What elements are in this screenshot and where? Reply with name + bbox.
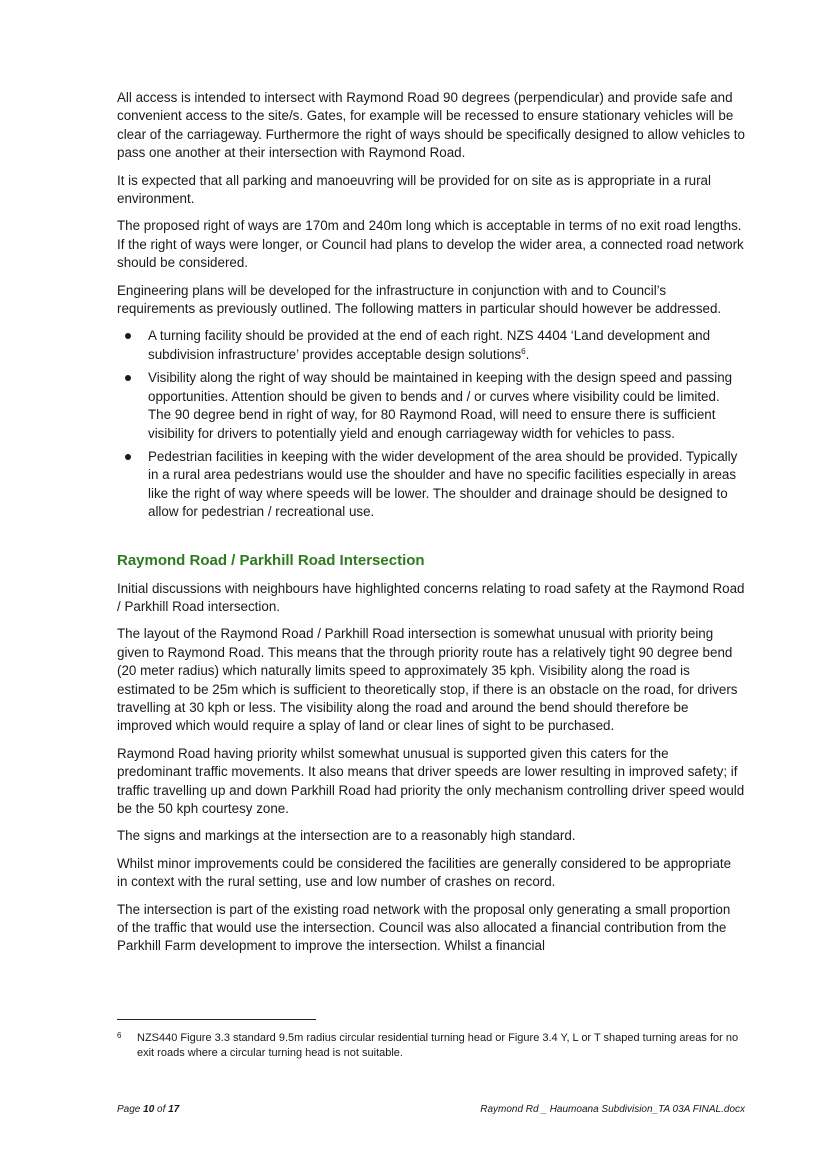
page-label: Page: [117, 1104, 144, 1115]
paragraph-access: All access is intended to intersect with Raymond Road 90 degrees (perpendicular) and provide safe and convenient access to the site/s. Gates, for example will be recessed to ensure stationary vehicles will be clear of the carriageway. Furthermore the right of ways should be specifically designed to allow vehicles to pass one another at their intersection with Raymond Road.: [117, 90, 745, 161]
footnote-reference[interactable]: 6: [521, 346, 526, 356]
paragraph-row-length: The proposed right of ways are 170m and 240m long which is acceptable in terms of no exit road lengths. If the right of ways were longer, or Council had plans to develop the wider area, a connected road network should be considered.: [117, 218, 744, 271]
paragraph-discussions: Initial discussions with neighbours have highlighted concerns relating to road safety at the Raymond Road / Parkhill Road intersection.: [117, 580, 745, 614]
page-footer: [117, 1104, 745, 1115]
paragraph-priority: Raymond Road having priority whilst somewhat unusual is supported given this caters for the predominant traffic movements. It also means that driver speeds are lower resulting in improved safety; if traffic travelling up and down Parkhill Road had priority the only mechanism controlling driver speed would be the 50 kph courtesy zone.: [117, 745, 745, 816]
document-body: [117, 89, 745, 965]
paragraph-engineering: Engineering plans will be developed for the infrastructure in conjunction with and to Council’s requirements as previously outlined. The following matters in particular should however be addressed.: [117, 282, 722, 317]
document-filename: Raymond Rd _ Haumoana Subdivision_TA 03A FINAL.docx: [480, 1104, 745, 1115]
list-item-pedestrian: [117, 448, 745, 522]
paragraph-signs: The signs and markings at the intersection are to a reasonably high standard.: [117, 828, 576, 844]
page-of-label: of: [154, 1104, 169, 1115]
bullet-icon: [125, 454, 131, 460]
footnote-divider: [117, 1019, 316, 1020]
footnote: [117, 1031, 745, 1061]
bullet-icon: [125, 375, 131, 381]
page-total: 17: [168, 1104, 180, 1115]
list-item-turning-facility: [117, 327, 745, 364]
paragraph-improvements: Whilst minor improvements could be considered the facilities are generally considered to be appropriate in context with the rural setting, use and low number of crashes on record.: [117, 855, 732, 890]
page-number: 10: [143, 1104, 155, 1115]
bullet-text: A turning facility should be provided at the end of each right. NZS 4404 ‘Land development and subdivision infrastructure’ provides acceptable design solutions: [148, 328, 711, 362]
list-item-visibility: [117, 369, 745, 443]
matters-list: [117, 327, 745, 521]
bullet-icon: [125, 333, 131, 339]
footnote-number: 6: [117, 1031, 122, 1040]
paragraph-parking: It is expected that all parking and manoeuvring will be provided for on site as is appropriate in a rural environment.: [117, 172, 711, 207]
footnote-text: NZS440 Figure 3.3 standard 9.5m radius circular residential turning head or Figure 3.4 Y, L or T shaped turning areas for no exit roads where a circular turning head is not suitable.: [137, 1032, 739, 1059]
bullet-text: Visibility along the right of way should be maintained in keeping with the design speed and passing opportunities. Attention should be given to bends and / or curves where visibility could be limited. The 90 degree bend in right of way, for 80 Raymond Road, will need to ensure there is sufficient visibility for drivers to potentially yield and enough carriageway width for vehicles to pass.: [148, 370, 733, 441]
bullet-text-end: .: [525, 346, 530, 362]
page-indicator: [117, 1104, 179, 1115]
paragraph-layout: The layout of the Raymond Road / Parkhill Road intersection is somewhat unusual with priority being given to Raymond Road. This means that the through priority route has a relatively tight 90 degree bend (20 meter radius) which naturally limits speed to approximately 35 kph. Visibility along the road is estimated to be 25m which is sufficient to theoretically stop, if there is an obstacle on the road, for drivers travelling at 30 kph or less. The visibility along the road and around the bend should therefore be improved which would require a splay of land or clear lines of sight to be purchased.: [117, 626, 738, 734]
paragraph-existing-network: The intersection is part of the existing road network with the proposal only generating a small proportion of the traffic that would use the intersection. Council was also allocated a financial contribution from the Parkhill Farm development to improve the intersection. Whilst a financial: [117, 901, 731, 954]
bullet-text: Pedestrian facilities in keeping with the wider development of the area should be provided. Typically in a rural area pedestrians would use the shoulder and have no specific facilities especially in areas like the right of way where speeds will be lower. The shoulder and drainage should be designed to allow for pedestrian / recreational use.: [148, 448, 738, 520]
section-heading: Raymond Road / Parkhill Road Intersection: [117, 551, 425, 569]
